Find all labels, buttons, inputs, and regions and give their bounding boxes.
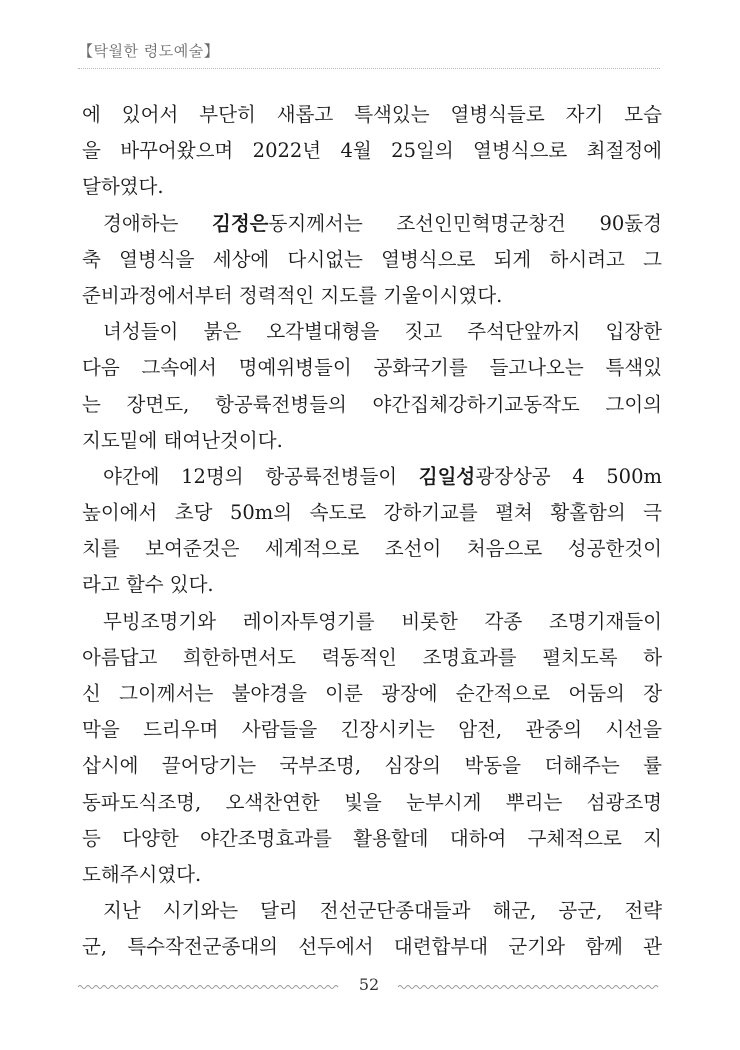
leader-name: 김정은 (212, 211, 269, 235)
text-line: 는 장면도, 항공륙전병들의 야간집체강하기교동작도 그이의 (82, 392, 662, 416)
text-line: 라고 할수 있다. (82, 573, 214, 597)
leader-name: 김일성 (418, 464, 476, 488)
text-line: 군, 특수작전군종대의 선두에서 대련합부대 군기와 함께 관 (82, 935, 662, 959)
running-header: 【탁월한 령도예술】 (78, 42, 220, 60)
text-line: 지난 시기와는 달리 전선군단종대들과 해군, 공군, 전략 (103, 899, 662, 923)
text-line: 에 있어서 부단히 새롭고 특색있는 열병식들로 자기 모습 (82, 103, 662, 126)
text-line: 막을 드리우며 사람들을 긴장시키는 암전, 관중의 시선을 (82, 718, 662, 742)
text-line: 등 다양한 야간조명효과를 활용할데 대하여 구체적으로 지 (82, 826, 662, 850)
text-line: 삽시에 끌어당기는 국부조명, 심장의 박동을 더해주는 률 (82, 754, 662, 778)
text-line: 준비과정에서부터 정력적인 지도를 기울이시였다. (82, 283, 503, 307)
text-line: 녀성들이 붉은 오각별대형을 짓고 주석단앞까지 입장한 (103, 320, 662, 344)
text-line: 치를 보여준것은 세계적으로 조선이 처음으로 성공한것이 (82, 537, 662, 561)
text-line: 도해주시였다. (82, 862, 202, 886)
text-line: 동파도식조명, 오색찬연한 빛을 눈부시게 뿌리는 섬광조명 (82, 790, 662, 814)
text-line: 야간에 12명의 항공륙전병들이 김일성광장상공 4 500m (103, 464, 662, 488)
text-line: 아름답고 희한하면서도 력동적인 조명효과를 펼치도록 하 (82, 645, 662, 669)
page-number: 52 (358, 975, 380, 994)
text-line: 을 바꾸어왔으며 2022년 4월 25일의 열병식으로 최절정에 (82, 139, 662, 163)
footer-ornament-right (398, 984, 660, 990)
text-line: 지도밑에 태여난것이다. (82, 428, 283, 452)
text-line: 무빙조명기와 레이자투영기를 비롯한 각종 조명기재들이 (103, 609, 662, 633)
header-divider (78, 68, 660, 69)
text-line: 높이에서 초당 50m의 속도로 강하기교를 펼쳐 황홀함의 극 (82, 501, 662, 525)
text-line: 축 열병식을 세상에 다시없는 열병식으로 되게 하시려고 그 (82, 247, 662, 271)
text-line: 달하였다. (82, 175, 164, 199)
text-line: 신 그이께서는 불야경을 이룬 광장에 순간적으로 어둠의 장 (82, 682, 662, 705)
page-footer (78, 975, 660, 995)
body-text (82, 97, 662, 966)
text-line: 다음 그속에서 명예위병들이 공화국기를 들고나오는 특색있 (82, 356, 662, 380)
text-line: 경애하는 김정은동지께서는 조선인민혁명군창건 90돐경 (103, 211, 663, 235)
